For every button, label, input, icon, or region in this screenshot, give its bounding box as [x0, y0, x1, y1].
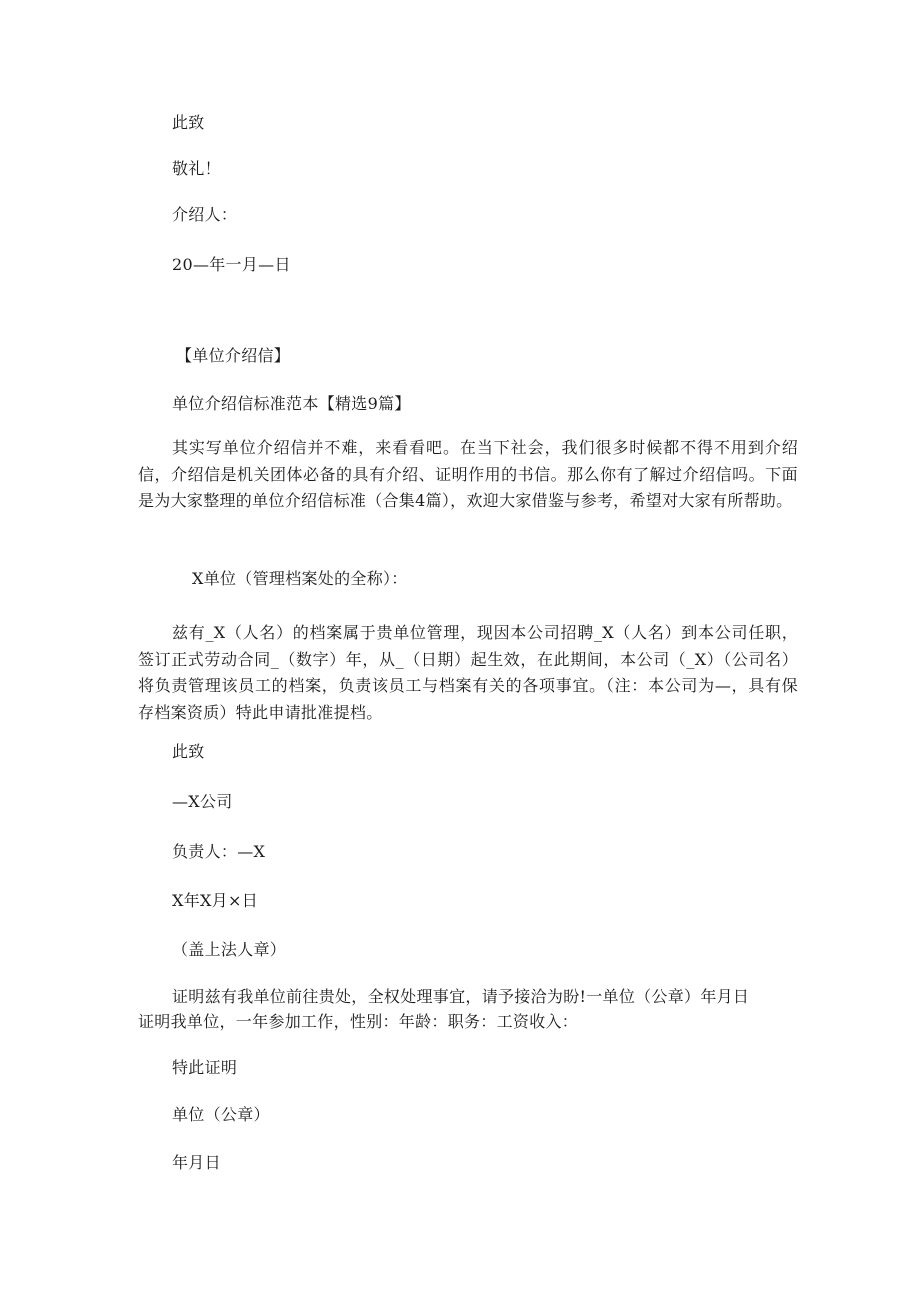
- section-subtitle: 单位介绍信标准范本【精选9篇】: [172, 394, 411, 413]
- letter-one-seal: （盖上法人章）: [172, 940, 287, 959]
- intro-paragraph: 其实写单位介绍信并不难，来看看吧。在当下社会，我们很多时候都不得不用到介绍信，介绍信是机关团体必备的具有介绍、证明作用的书信。那么你有了解过介绍信吗。下面是为大家整理的单位介绍信标准（合集4篇），欢迎大家借鉴与参考，希望对大家有所帮助。: [138, 438, 798, 510]
- letter-one-addressee: X单位（管理档案处的全称）：: [192, 569, 408, 588]
- letter-one-body: 兹有_X（人名）的档案属于贵单位管理，现因本公司招聘_X（人名）到本公司任职，签订正式劳动合同_（数字）年，从_（日期）起生效，在此期间，本公司（_X）（公司名）将负责管理该员工的档案，负责该员工与档案有关的各项事宜。（注：本公司为—，具有保存档案资质）特此申请批准提档。: [138, 623, 798, 722]
- top-salutation: 此致: [172, 113, 205, 132]
- letter-two-date: 年月日: [172, 1153, 221, 1172]
- letter-two-line1: 证明兹有我单位前往贵处，全权处理事宜，请予接洽为盼!一单位（公章）年月日: [172, 987, 750, 1006]
- top-regards: 敬礼！: [172, 159, 221, 178]
- top-date: 20—年一月—日: [172, 255, 291, 274]
- letter-one-salutation: 此致: [172, 742, 205, 761]
- letter-one-date: X年X月×日: [172, 891, 258, 910]
- section-heading: 【单位介绍信】: [176, 346, 291, 365]
- letter-two-certify: 特此证明: [172, 1058, 238, 1077]
- letter-one-company: —X公司: [172, 792, 233, 811]
- letter-two-line2: 证明我单位，一年参加工作，性别：年龄：职务：工资收入：: [138, 1012, 579, 1031]
- letter-one-responsible: 负责人：—X: [172, 842, 266, 861]
- letter-two-unit: 单位（公章）: [172, 1105, 270, 1124]
- top-introducer: 介绍人：: [172, 205, 238, 224]
